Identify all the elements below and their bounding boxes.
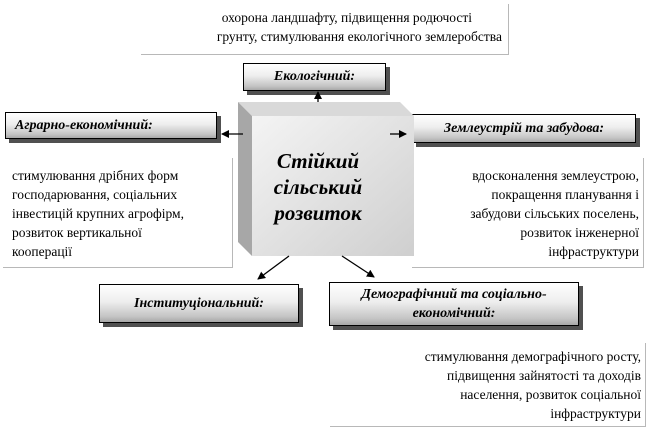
land-label-text: Землеустрій та забудова: xyxy=(443,121,605,136)
agrarian-label-text: Аграрно-економічний: xyxy=(15,118,153,133)
agrarian-description-line: кооперації xyxy=(12,244,73,259)
land-description-line: інфраструктури xyxy=(548,244,639,259)
center-title-line: розвиток xyxy=(274,201,362,225)
institutional-label-text: Інституціональний: xyxy=(134,296,264,311)
agrarian-description-line: стимулювання дрібних форм xyxy=(12,168,179,183)
agrarian-description-line: господарювання, соціальних xyxy=(12,187,178,202)
ecological-label-text: Екологічний: xyxy=(273,69,356,84)
demographic-label xyxy=(329,282,579,326)
land-description-line: розвиток інженерної xyxy=(520,225,639,240)
ecological-description-line: грунту, стимулювання екологічного землеробства xyxy=(216,29,502,44)
demographic-description-line: підвищення зайнятості та доходів xyxy=(447,368,641,383)
demographic-label-line: економічний: xyxy=(412,306,496,321)
demographic-description xyxy=(330,343,646,427)
demographic-label-line: Демографічний та соціально- xyxy=(361,287,547,302)
land-description-line: покращення планування і xyxy=(491,187,639,202)
agrarian-description-line: інвестицій крупних агрофірм, xyxy=(12,206,184,221)
agrarian-description-line: розвиток вертикальної xyxy=(12,225,142,240)
center-title-line: сільський xyxy=(273,175,363,199)
land-description-line: забудови сільських поселень, xyxy=(470,206,639,221)
demographic-description-line: стимулювання демографічного росту, xyxy=(424,349,641,364)
demographic-description-line: інфраструктури xyxy=(550,406,641,421)
ecological-description-line: охорона ландшафту, підвищення родючості xyxy=(221,10,472,25)
institutional-label xyxy=(99,284,299,323)
arrow-to-institutional xyxy=(258,256,289,279)
center-title-line: Стійкий xyxy=(276,149,360,173)
land-description-line: вдосконалення землеустрою, xyxy=(472,168,639,183)
demographic-description-line: населення, розвиток соціальної xyxy=(460,387,641,402)
arrow-to-demographic xyxy=(342,256,374,277)
